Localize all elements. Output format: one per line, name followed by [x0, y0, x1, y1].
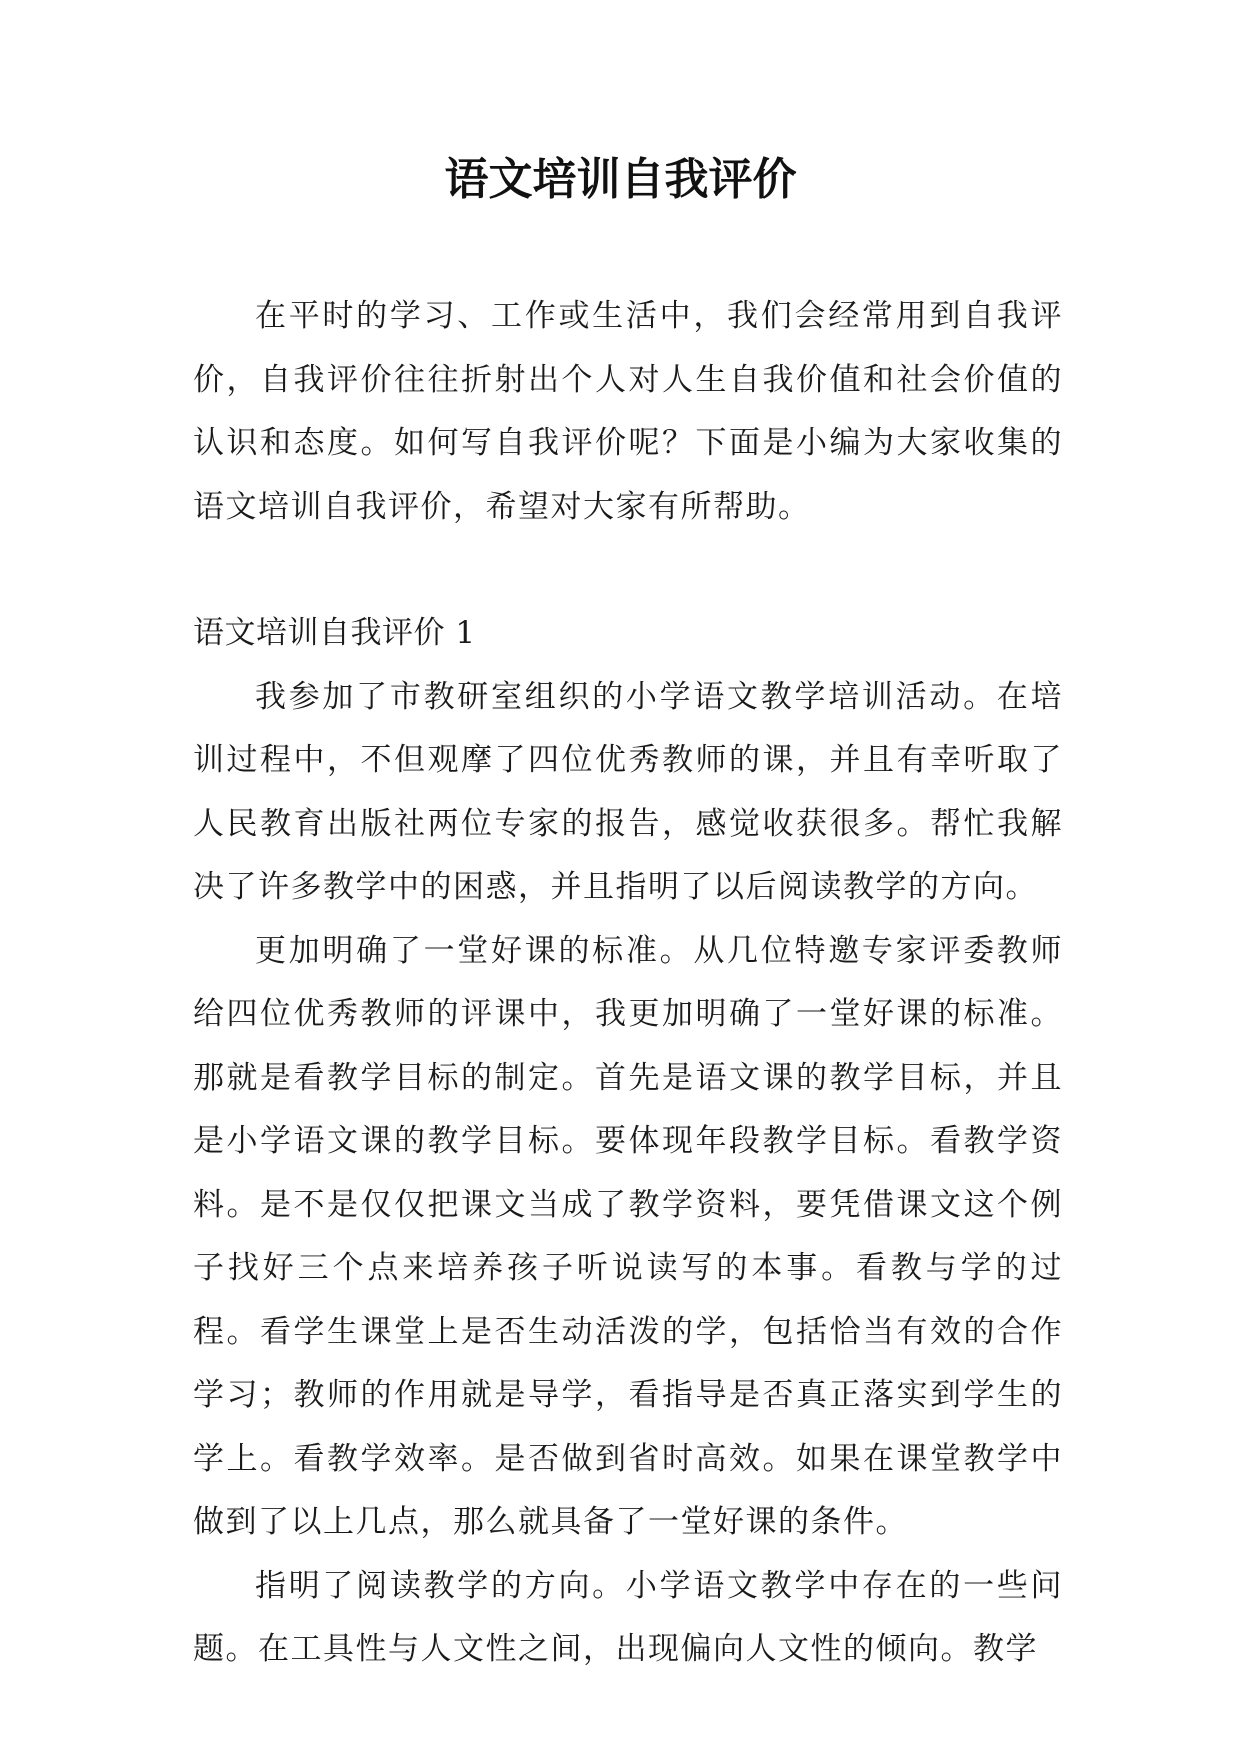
- document-title: 语文培训自我评价: [444, 154, 797, 205]
- body-paragraph-2: 更加明确了一堂好课的标准。从几位特邀专家评委教师给四位优秀教师的评课中，我更加明确了一堂好课的标准。那就是看教学目标的制定。首先是语文课的教学目标，并且是小学语文课的教学目标。要体现年段教学目标。看教学资料。是不是仅仅把课文当成了教学资料，要凭借课文这个例子找好三个点来培养孩子听说读写的本事。看教与学的过程。看学生课堂上是否生动活泼的学，包括恰当有效的合作学习；教师的作用就是导学，看指导是否真正落实到学生的学上。看教学效率。是否做到省时高效。如果在课堂教学中做到了以上几点，那么就具备了一堂好课的条件。: [193, 932, 1063, 1540]
- section-heading: 语文培训自我评价 1: [193, 615, 476, 651]
- document-body: [193, 285, 1063, 1682]
- body-paragraph-3: 指明了阅读教学的方向。小学语文教学中存在的一些问题。在工具性与人文性之间，出现偏向人文性的倾向。教学: [193, 1567, 1063, 1667]
- intro-paragraph: 在平时的学习、工作或生活中，我们会经常用到自我评价，自我评价往往折射出个人对人生自我价值和社会价值的认识和态度。如何写自我评价呢？下面是小编为大家收集的语文培训自我评价，希望对大家有所帮助。: [193, 298, 1063, 525]
- body-paragraph-1: 我参加了市教研室组织的小学语文教学培训活动。在培训过程中，不但观摩了四位优秀教师的课，并且有幸听取了人民教育出版社两位专家的报告，感觉收获很多。帮忙我解决了许多教学中的困惑，并且指明了以后阅读教学的方向。: [193, 678, 1063, 905]
